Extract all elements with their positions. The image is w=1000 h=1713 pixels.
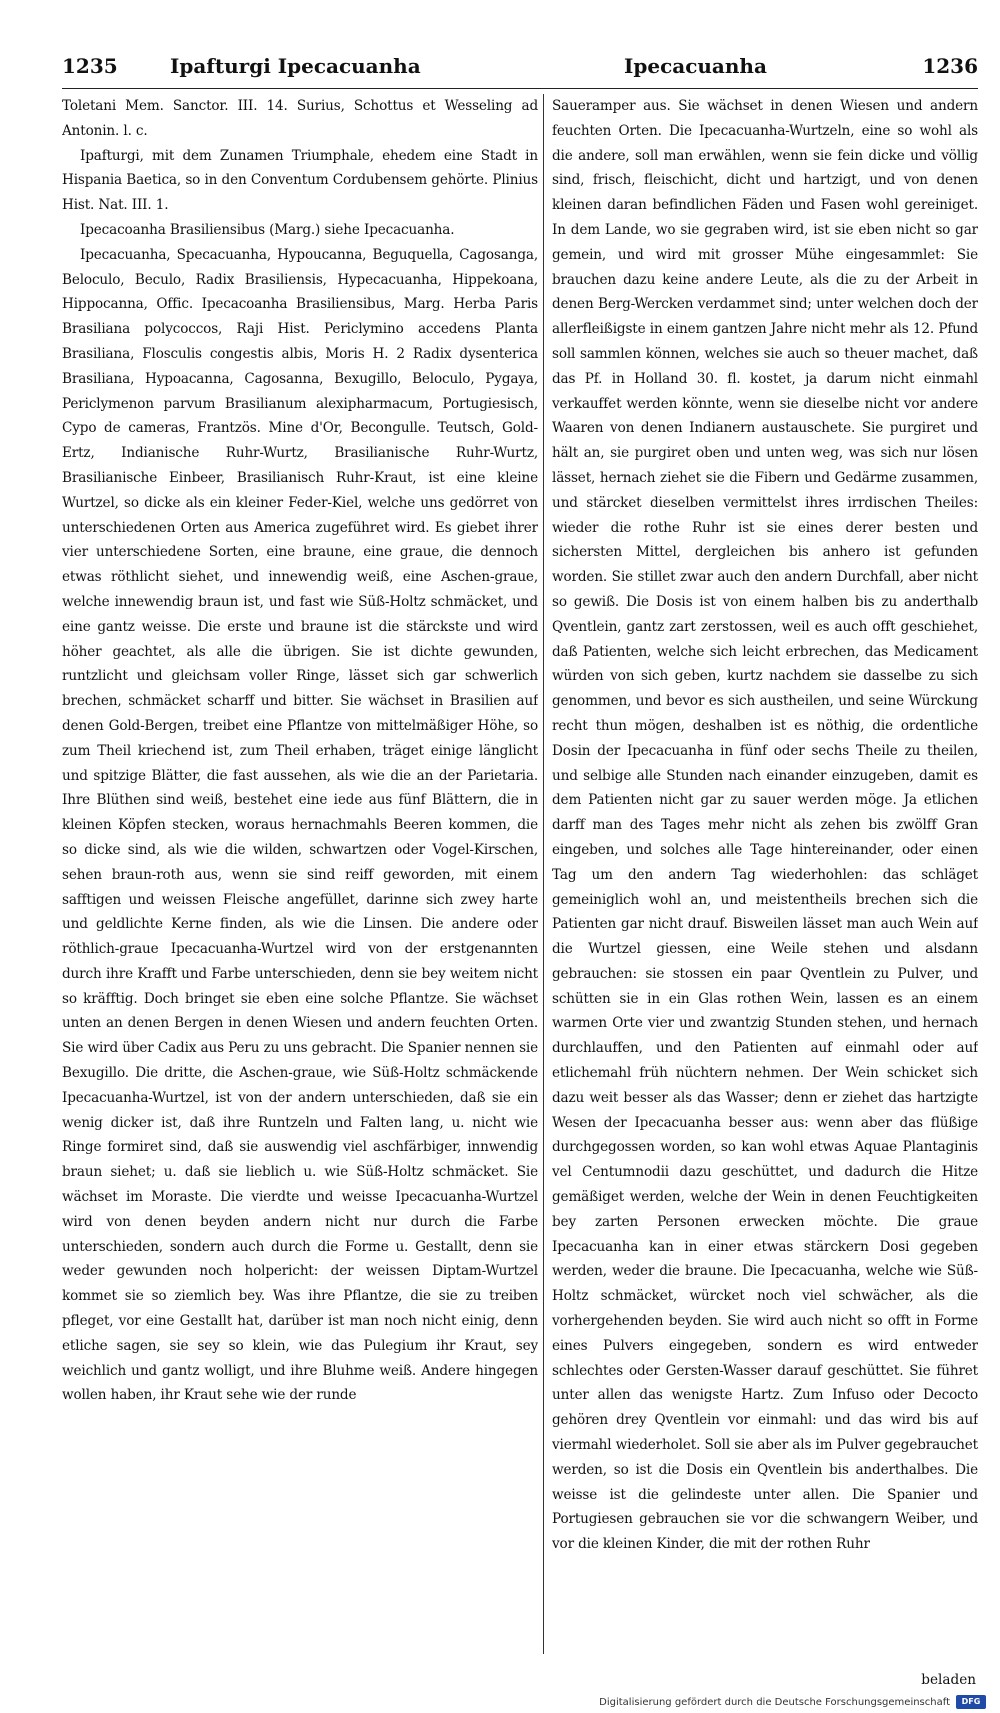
page-number-left: 1235 bbox=[62, 54, 118, 78]
column-divider bbox=[543, 94, 544, 1654]
footer-credit: Digitalisierung gefördert durch die Deutsche Forschungsgemeinschaft bbox=[599, 1696, 950, 1708]
dfg-logo-icon: DFG bbox=[956, 1695, 986, 1709]
digitization-footer bbox=[599, 1695, 986, 1709]
paragraph: Saueramper aus. Sie wächset in denen Wiesen und andern feuchten Orten. Die Ipecacuanha-Wurtzeln, eine so wohl als die andere, soll man erwählen, wenn sie fein dicke und völlig sind, frisch, fleischicht, dicht und hartzigt, und von denen kleinen daran befindlichen Fäden und Fasen wohl gereiniget. In dem Lande, wo sie gegraben wird, ist sie eben nicht so gar gemein, und wird mit grosser Mühe eingesammlet: Sie brauchen dazu keine andere Leute, als die zu der Arbeit in denen Berg-Wercken verdammet sind; unter welchen doch der allerfleißigste in einem gantzen Jahre nicht mehr als 12. Pfund soll sammlen können, welches sie auch so theuer machet, daß das Pf. in Holland 30. fl. kostet, ja darum nicht einmahl verkauffet werden könnte, wenn sie dieselbe nicht vor andere Waaren von denen Indianern austauschete. Sie purgiret und hält an, sie purgiret oben und unten weg, was sich nur lösen lässet, hernach ziehet sie die Fibern und Gedärme zusammen, und stärcket dieselben vermittelst ihres irrdischen Theiles: wieder die rothe Ruhr ist sie eines derer besten und sichersten Mittel, dergleichen bis anhero ist gefunden worden. Sie stillet zwar auch den andern Durchfall, aber nicht so gewiß. Die Dosis ist von einem halben bis zu anderthalb Qventlein, gantz zart zerstossen, weil es auch offt geschiehet, daß Patienten, welche sich leicht erbrechen, das Medicament würden von sich geben, kurtz nachdem sie dasselbe zu sich genommen, und bevor es sich austheilen, und seine Würckung recht thun mögen, deshalben ist es nöthig, die ordentliche Dosin der Ipecacuanha in fünf oder sechs Theile zu theilen, und selbige alle Stunden nach einander einzugeben, damit es dem Patienten nicht gar zu sauer werden möge. Ja etlichen darff man des Tages mehr nicht als zehen bis zwölff Gran eingeben, und solches alle Tage hintereinander, oder einen Tag um den andern Tag wiederhohlen: das schläget gemeiniglich wohl an, und meistentheils brechen sich die Patienten gar nicht drauf. Bisweilen lässet man auch Wein auf die Wurtzel giessen, eine Weile stehen und alsdann gebrauchen: sie stossen ein paar Qventlein zu Pulver, und schütten sie in ein Glas rothen Wein, lassen es an einem warmen Orte vier und zwantzig Stunden stehen, und hernach durchlauffen, und den Patienten auf einmahl oder auf etlichemahl früh nüchtern nehmen. Der Wein schicket sich dazu weit besser als das Wasser; denn er ziehet das hartzigte Wesen der Ipecacuanha besser aus: wenn aber das flüßige durchgegossen worden, so kan wohl etwas Aquae Plantaginis vel Centumnodii dazu geschüttet, und dadurch die Hitze gemäßiget werden, welche der Wein in denen Feuchtigkeiten bey zarten Personen erwecken möchte. Die graue Ipecacuanha kan in einer etwas stärckern Dosi gegeben werden, weder die braune. Die Ipecacuanha, welche wie Süß-Holtz schmäcket, würcket noch viel schwächer, als die vorhergehenden beyden. Sie wird auch nicht so offt in Forme eines Pulvers eingegeben, sondern es wird entweder schlechtes oder Gersten-Wasser darauf geschüttet. Sie führet unter allen das wenigste Hartz. Zum Infuso oder Decocto gehören drey Qventlein vor einmahl: und das wird bis auf viermahl wiederholet. Soll sie aber als im Pulver gegebrauchet werden, so ist die Dosis ein Qventlein bis anderthalbes. Die weisse ist die gelindeste unter allen. Die Spanier und Portugiesen gebrauchen sie vor die schwangern Weiber, und vor die kleinen Kinder, die mit der rothen Ruhr bbox=[552, 98, 978, 1553]
left-column bbox=[62, 94, 538, 1672]
page-number-right: 1236 bbox=[922, 54, 978, 78]
paragraph: Ipecacoanha Brasiliensibus (Marg.) siehe Ipecacuanha. bbox=[80, 221, 455, 238]
paragraph: Ipafturgi, mit dem Zunamen Triumphale, ehedem eine Stadt in Hispania Baetica, so in den Conventum Cordubensem gehörte. Plinius Hist. Nat. III. 1. bbox=[62, 147, 538, 214]
header-keyword-right: Ipecacuanha bbox=[624, 54, 767, 78]
header-rule bbox=[62, 88, 978, 89]
paragraph: Ipecacuanha, Specacuanha, Hypoucanna, Beguquella, Cagosanga, Beloculo, Beculo, Radix Brasiliensis, Hypecacuanha, Hippekoana, Hippocanna, Offic. Ipecacoanha Brasiliensibus, Marg. Herba Paris Brasiliana polycoccos, Raji Hist. Periclymino accedens Planta Brasiliana, Flosculis congestis albis, Moris H. 2 Radix dysenterica Brasiliana, Hypoacanna, Cagosanna, Bexugillo, Beloculo, Pygaya, Periclymenon parvum Brasilianum alexipharmacum, Portugiesisch, Cypo de cameras, Frantzös. Mine d'Or, Becongulle. Teutsch, Gold-Ertz, Indianische Ruhr-Wurtz, Brasilianische Ruhr-Wurtz, Brasilianische Einbeer, Brasilianisch Ruhr-Kraut, ist eine kleine Wurtzel, so dicke als ein kleiner Feder-Kiel, welche uns gedörret von unterschiedenen Orten aus America zugeführet wird. Es giebet ihrer vier unterschiedene Sorten, eine braune, eine graue, die dennoch etwas röthlicht siehet, und innewendig weiß, eine Aschen-graue, welche innewendig braun ist, und fast wie Süß-Holtz schmäcket, und eine gantz weisse. Die erste und braune ist die stärckste und wird höher geachtet, als alle die übrigen. Sie ist dichte gewunden, runtzlicht und gleichsam voller Ringe, lässet sich gar schwerlich brechen, schmäcket scharff und bitter. Sie wächset in Brasilien auf denen Gold-Bergen, treibet eine Pflantze von mittelmäßiger Höhe, so zum Theil kriechend ist, zum Theil erhaben, träget einige länglicht und spitzige Blätter, die fast aussehen, als wie die an der Parietaria. Ihre Blüthen sind weiß, bestehet eine iede aus fünf Blättern, die in kleinen Köpfen stecken, woraus hernachmahls Beeren kommen, die so dicke sind, als wie die wilden, schwartzen oder Vogel-Kirschen, sehen braun-roth aus, wenn sie sind reiff geworden, mit einem safftigen und weissen Fleische angefüllet, darinne sich zwey harte und geldlichte Kerne finden, als wie die Linsen. Die andere oder röthlich-graue Ipecacuanha-Wurtzel wird von der erstgenannten durch ihre Krafft und Farbe unterschieden, denn sie bey weitem nicht so kräfftig. Doch bringet sie eben eine solche Pflantze. Sie wächset unten an denen Bergen in denen Wiesen und andern feuchten Orten. Sie wird über Cadix aus Peru zu uns gebracht. Die Spanier nennen sie Bexugillo. Die dritte, die Aschen-graue, wie Süß-Holtz schmäckende Ipecacuanha-Wurtzel, ist von der andern unterschieden, daß sie ein wenig dicker ist, daß ihre Runtzeln und Falten lang, u. nicht wie Ringe formiret sind, daß sie auswendig viel aschfärbiger, innwendig braun siehet; u. daß sie lieblich u. wie Süß-Holtz schmäcket. Sie wächset im Moraste. Die vierdte und weisse Ipecacuanha-Wurtzel wird von denen beyden andern nicht nur durch die Farbe unterschieden, sondern auch durch die Forme u. Gestallt, denn sie weder gewunden noch holpericht: der weissen Diptam-Wurtzel kommet sie so ziemlich bey. Was ihre Pflantze, die sie zu treiben pfleget, vor eine Gestallt hat, darüber ist man noch nicht einig, denn etliche sagen, sie sey so klein, wie das Pulegium ihr Kraut, sey weichlich und gantz wolligt, und ihre Bluhme weiß. Andere hingegen wollen haben, ihr Kraut sehe wie der runde bbox=[62, 246, 538, 1404]
header-keywords-left: Ipafturgi Ipecacuanha bbox=[170, 54, 421, 78]
right-column bbox=[552, 94, 978, 1672]
page-header bbox=[62, 48, 978, 88]
paragraph: Toletani Mem. Sanctor. III. 14. Surius, Schottus et Wesseling ad Antonin. l. c. bbox=[62, 98, 538, 139]
catchword: beladen bbox=[921, 1672, 976, 1688]
